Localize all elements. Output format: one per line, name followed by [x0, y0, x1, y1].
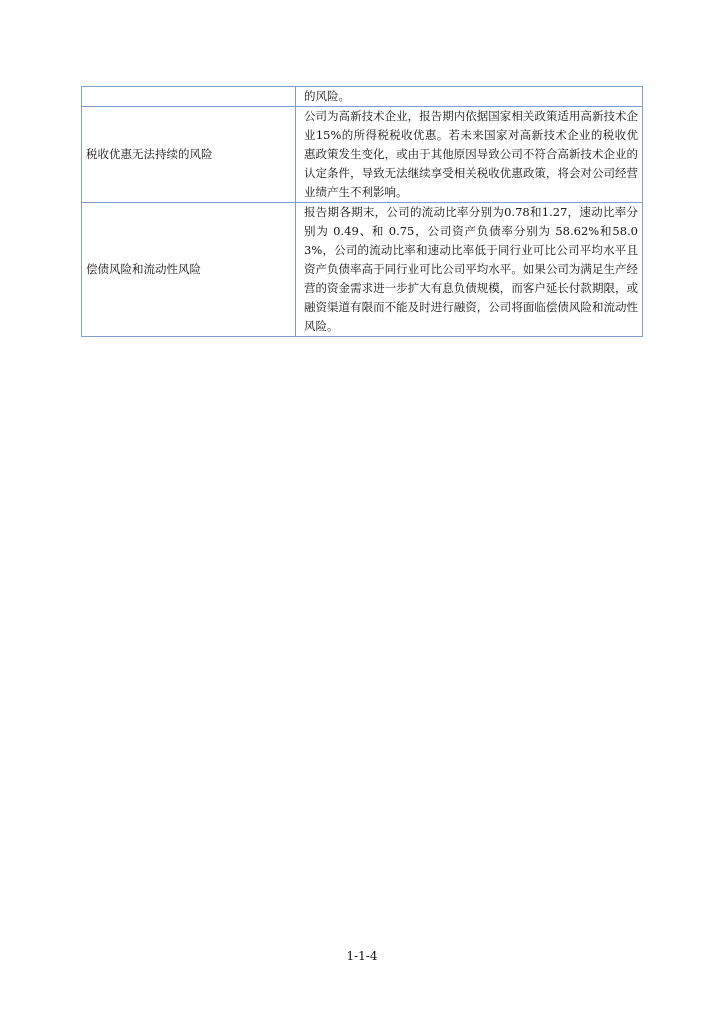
risk-name-cell	[82, 87, 296, 107]
page-number: 1-1-4	[346, 949, 378, 963]
risk-description-cell: 公司为高新技术企业，报告期内依据国家相关政策适用高新技术企业15%的所得税税收优惠。若未来国家对高新技术企业的税收优惠政策发生变化，或由于其他原因导致公司不符合高新技术企业的认定条件，导致无法继续享受相关税收优惠政策，将会对公司经营业绩产生不利影响。	[296, 107, 643, 203]
table-row	[82, 107, 643, 203]
risk-name-cell: 税收优惠无法持续的风险	[82, 107, 296, 203]
risk-description-cell: 的风险。	[296, 87, 643, 107]
table-row	[82, 203, 643, 337]
risk-table	[81, 86, 643, 337]
table-row	[82, 87, 643, 107]
risk-name-cell: 偿债风险和流动性风险	[82, 203, 296, 337]
risk-description-cell: 报告期各期末，公司的流动比率分别为0.78和1.27，速动比率分别为 0.49、和 0.75，公司资产负债率分别为 58.62%和58.03%，公司的流动比率和速动比率低于同行业可比公司平均水平且资产负债率高于同行业可比公司平均水平。如果公司为满足生产经营的资金需求进一步扩大有息负债规模，而客户延长付款期限，或融资渠道有限而不能及时进行融资，公司将面临偿债风险和流动性风险。	[296, 203, 643, 337]
